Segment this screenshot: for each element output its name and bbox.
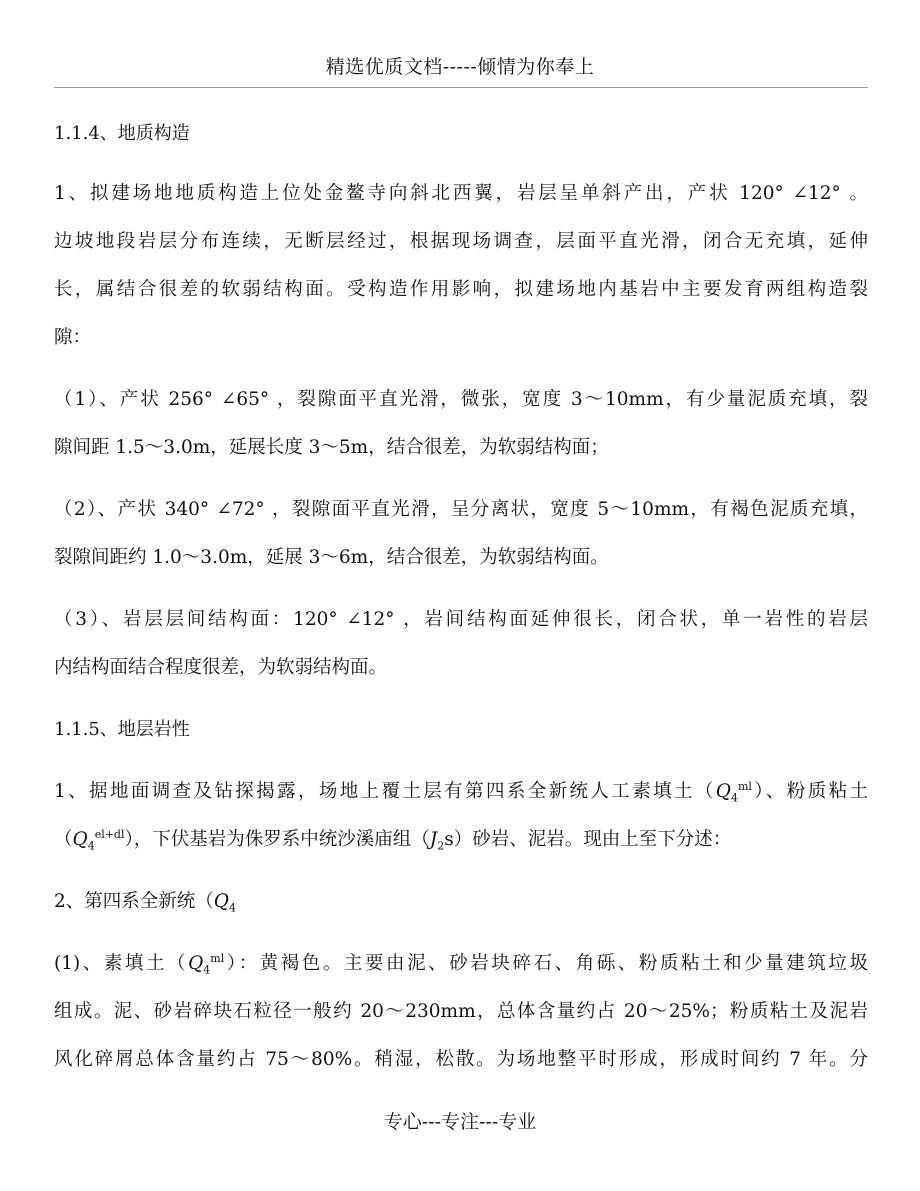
section-heading-1-1-4: 1.1.4、地质构造 bbox=[54, 123, 190, 144]
header-divider bbox=[54, 87, 868, 88]
text-line: 组成。泥、砂岩碎块石粒径一般约 20～230mm，总体含量约占 20～25%；粉质粘土及泥岩 bbox=[54, 1001, 868, 1022]
text-line: 隙间距 1.5～3.0m，延展长度 3～5m，结合很差，为软弱结构面； bbox=[54, 437, 609, 458]
paragraph-structure-overview bbox=[54, 170, 868, 362]
text-line: $(Q_4^{el+dl})$，下伏基岩为侏罗系中统沙溪庙组$(J_2s)$砂岩、泥岩。现由上至下分述： bbox=[54, 827, 732, 853]
text-line: （3）、岩层层间结构面：120° ∠12° ，岩间结构面延伸很长，闭合状，单一岩性的岩层 bbox=[54, 609, 868, 630]
text-line: 裂隙间距约 1.0～3.0m，延展 3～6m，结合很差，为软弱结构面。 bbox=[54, 547, 609, 568]
page-footer: 专心---专注---专业 bbox=[383, 1111, 537, 1133]
text-line: (1)、素填土$(Q_4^{ml})$：黄褐色。主要由泥、砂岩块碎石、角砾、粉质粘土和少量建筑垃圾 bbox=[54, 951, 868, 977]
paragraph-bedding-plane bbox=[54, 596, 868, 692]
paragraph-plain-fill bbox=[54, 940, 868, 1084]
text-line: 风化碎屑总体含量约占 75～80%。稍湿，松散。为场地整平时形成，形成时间约 7 年。分 bbox=[54, 1049, 868, 1070]
text-line: 边坡地段岩层分布连续，无断层经过，根据现场调查，层面平直光滑，闭合无充填，延伸 bbox=[54, 231, 868, 252]
text-line: 1、据地面调查及钻探揭露，场地上覆土层有第四系全新统人工素填土$(Q_4^{ml})$、粉质粘土 bbox=[54, 779, 868, 805]
text-line: （2）、产状 340° ∠72° ，裂隙面平直光滑，呈分离状，宽度 5～10mm，有褐色泥质充填， bbox=[54, 499, 868, 520]
text-line: （1）、产状 256° ∠65° ，裂隙面平直光滑，微张，宽度 3～10mm，有少量泥质充填，裂 bbox=[54, 389, 868, 410]
document-body bbox=[54, 110, 868, 1084]
text-line: 内结构面结合程度很差，为软弱结构面。 bbox=[54, 657, 388, 678]
text-line: 1、拟建场地地质构造上位处金鳌寺向斜北西翼，岩层呈单斜产出，产状 120° ∠12° 。 bbox=[54, 183, 868, 204]
text-line: 隙： bbox=[54, 327, 92, 348]
paragraph-strata-overview bbox=[54, 768, 868, 864]
text-line: 长，属结合很差的软弱结构面。受构造作用影响，拟建场地内基岩中主要发育两组构造裂 bbox=[54, 279, 868, 300]
page-header: 精选优质文档-----倾情为你奉上 bbox=[325, 56, 595, 78]
paragraph-fracture-set-1 bbox=[54, 376, 868, 472]
section-heading-1-1-5: 1.1.5、地层岩性 bbox=[54, 719, 190, 740]
subsection-quaternary-holocene: 2、第四系全新统（$Q_4$ bbox=[54, 891, 236, 915]
paragraph-fracture-set-2 bbox=[54, 486, 868, 582]
